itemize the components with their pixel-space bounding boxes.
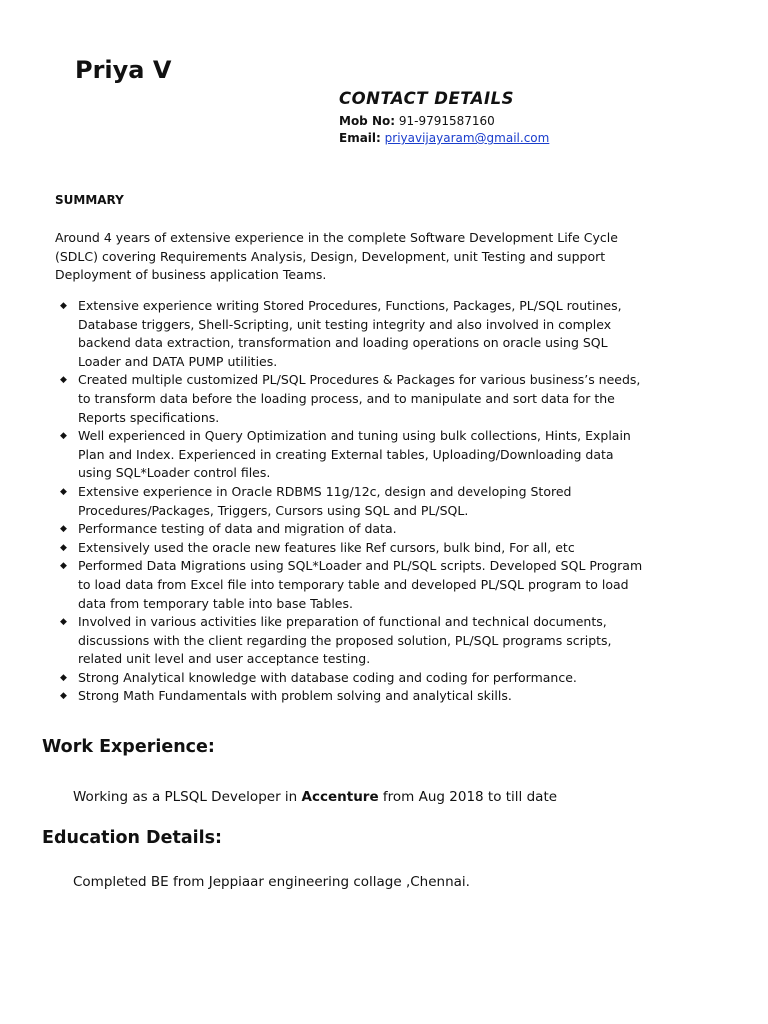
education-heading: Education Details:	[42, 828, 223, 848]
list-item	[60, 687, 650, 706]
company-name: Accenture	[301, 789, 379, 805]
diamond-bullet-icon: ◆	[60, 617, 67, 628]
work-experience-heading: Work Experience:	[42, 737, 215, 757]
diamond-bullet-icon: ◆	[60, 542, 67, 553]
work-suffix: from Aug 2018 to till date	[378, 789, 558, 805]
list-item	[60, 427, 650, 483]
diamond-bullet-icon: ◆	[60, 431, 67, 442]
list-item-text: Involved in various activities like preparation of functional and technical documents, discussions with the client regarding the proposed solution, PL/SQL programs scripts, related unit level and user acceptance testing.	[78, 614, 612, 667]
mobile-label: Mob No:	[339, 114, 396, 128]
diamond-bullet-icon: ◆	[60, 524, 67, 535]
list-item	[60, 297, 650, 371]
education-line: Completed BE from Jeppiaar engineering collage ,Chennai.	[73, 874, 470, 890]
list-item-text: Extensively used the oracle new features like Ref cursors, bulk bind, For all, etc	[78, 539, 575, 555]
summary-text: Around 4 years of extensive experience in the complete Software Development Life Cycle (SDLC) covering Requirements Analysis, Design, Development, unit Testing and support Deployment of business application Teams.	[55, 230, 618, 282]
list-item-text: Performance testing of data and migration of data.	[78, 521, 397, 537]
list-item-text: Extensive experience writing Stored Procedures, Functions, Packages, PL/SQL routines, Database triggers, Shell-Scripting, unit testing integrity and also involved in complex backend data extraction, transformation and loading operations on oracle using SQL Loader and DATA PUMP utilities.	[78, 298, 622, 369]
list-item-text: Performed Data Migrations using SQL*Loader and PL/SQL scripts. Developed SQL Program to load data from Excel file into temporary table and developed PL/SQL program to load data from temporary table into base Tables.	[78, 558, 643, 611]
work-experience-line	[73, 789, 557, 805]
summary-bullet-list	[60, 297, 650, 706]
contact-email	[339, 131, 549, 145]
list-item-text: Extensive experience in Oracle RDBMS 11g/12c, design and developing Stored Procedures/Packages, Triggers, Cursors using SQL and PL/SQL.	[78, 483, 572, 518]
candidate-name: Priya V	[75, 56, 172, 84]
diamond-bullet-icon: ◆	[60, 375, 67, 386]
diamond-bullet-icon: ◆	[60, 561, 67, 572]
diamond-bullet-icon: ◆	[60, 486, 67, 497]
contact-heading: CONTACT DETAILS	[339, 89, 515, 108]
list-item	[60, 557, 650, 613]
email-label: Email:	[339, 131, 381, 145]
list-item-text: Strong Math Fundamentals with problem solving and analytical skills.	[78, 688, 512, 704]
email-link[interactable]: priyavijayaram@gmail.com	[384, 131, 550, 145]
list-item	[60, 483, 650, 520]
work-prefix: Working as a PLSQL Developer in	[73, 789, 302, 805]
list-item	[60, 669, 650, 688]
diamond-bullet-icon: ◆	[60, 301, 67, 311]
diamond-bullet-icon: ◆	[60, 691, 67, 702]
list-item	[60, 613, 650, 669]
summary-heading: SUMMARY	[55, 193, 124, 207]
list-item-text: Strong Analytical knowledge with database coding and coding for performance.	[78, 669, 577, 685]
mobile-value: 91-9791587160	[395, 114, 495, 128]
list-item	[60, 371, 650, 427]
contact-mobile	[339, 114, 495, 128]
list-item	[60, 520, 650, 539]
list-item-text: Created multiple customized PL/SQL Procedures & Packages for various business’s needs, to transform data before the loading process, and to manipulate and sort data for the Reports specifications.	[78, 372, 641, 425]
list-item	[60, 539, 650, 558]
diamond-bullet-icon: ◆	[60, 672, 67, 683]
list-item-text: Well experienced in Query Optimization and tuning using bulk collections, Hints, Explain Plan and Index. Experienced in creating External tables, Uploading/Downloading data using SQL*Loader control files.	[78, 428, 631, 481]
